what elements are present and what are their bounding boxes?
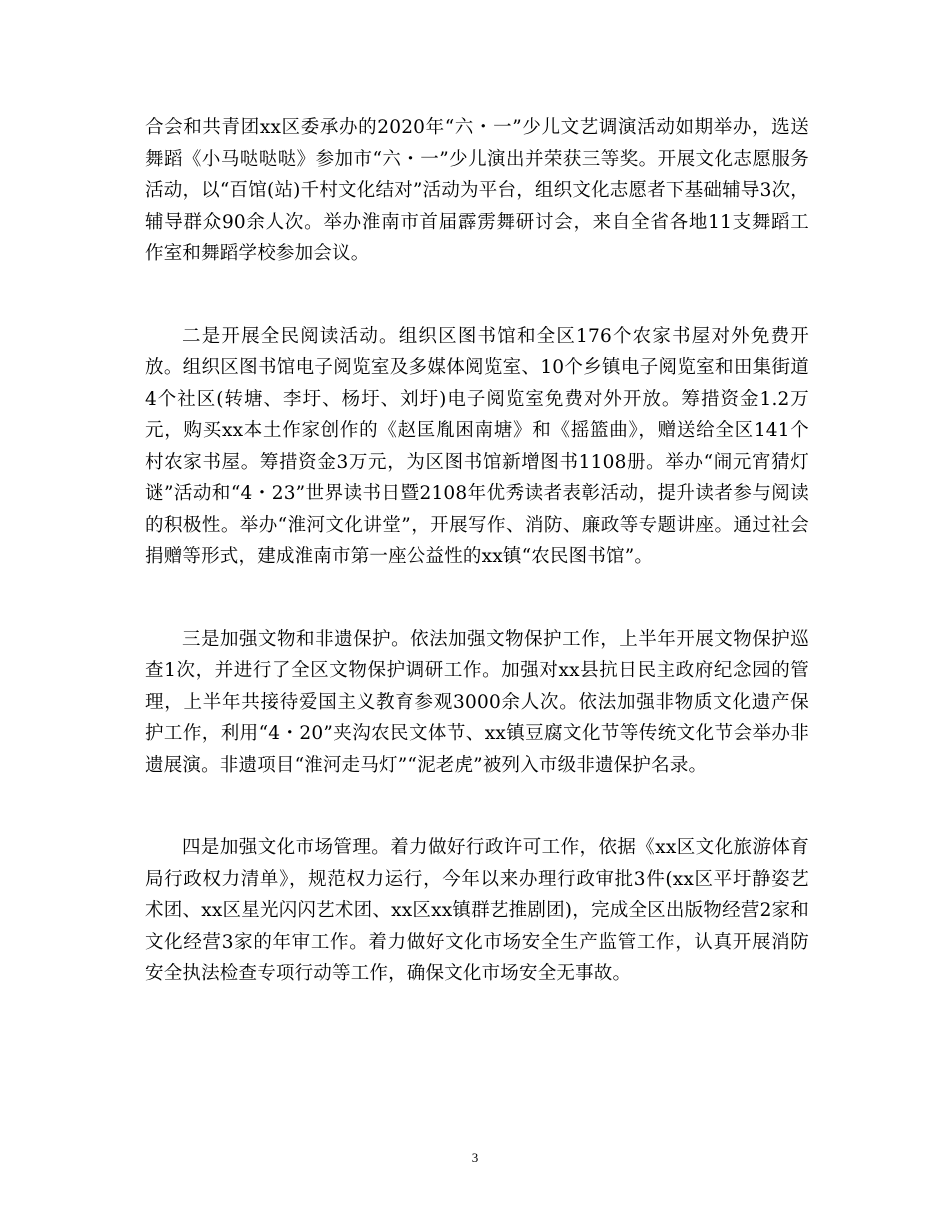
paragraph-market-management: 四是加强文化市场管理。着力做好行政许可工作，依据《xx区文化旅游体育局行政权力清单》，规范权力运行，今年以来办理行政审批3件(xx区平圩静姿艺术团、xx区星光闪闪艺术团、xx区xx镇群艺推剧团)，完成全区出版物经营2家和文化经营3家的年审工作。着力做好文化市场安全生产监管工作，认真开展消防安全执法检查专项行动等工作，确保文化市场安全无事故。 — [145, 837, 809, 984]
paragraph-heritage-protection: 三是加强文物和非遗保护。依法加强文物保护工作，上半年开展文物保护巡查1次，并进行了全区文物保护调研工作。加强对xx县抗日民主政府纪念园的管理，上半年共接待爱国主义教育参观3000余人次。依法加强非物质文化遗产保护工作，利用“4・20”夹沟农民文体节、xx镇豆腐文化节等传统文化节会举办非遗展演。非遗项目“淮河走马灯”“泥老虎”被列入市级非遗保护名录。 — [145, 628, 809, 776]
page-number: 3 — [471, 1150, 479, 1165]
paragraph-spacer — [145, 573, 809, 624]
document-body — [145, 112, 809, 990]
paragraph-continued: 合会和共青团xx区委承办的2020年“六・一”少儿文艺调演活动如期举办，选送舞蹈《小马哒哒哒》参加市“六・一”少儿演出并荣获三等奖。开展文化志愿服务活动，以“百馆(站)千村文化结对”活动为平台，组织文化志愿者下基础辅导3次，辅导群众90余人次。举办淮南市首届霹雳舞研讨会，来自全省各地11支舞蹈工作室和舞蹈学校参加会议。 — [145, 117, 809, 264]
paragraph-reading-activities: 二是开展全民阅读活动。组织区图书馆和全区176个农家书屋对外免费开放。组织区图书馆电子阅览室及多媒体阅览室、10个乡镇电子阅览室和田集街道4个社区(转塘、李圩、杨圩、刘圩)电子阅览室免费对外开放。筹措资金1.2万元，购买xx本土作家创作的《赵匡胤困南塘》和《摇篮曲》，赠送给全区141个村农家书屋。筹措资金3万元，为区图书馆新增图书1108册。举办“闹元宵猜灯谜”活动和“4・23”世界读书日暨2108年优秀读者表彰活动，提升读者参与阅读的积极性。举办“淮河文化讲堂”，开展写作、消防、廉政等专题讲座。通过社会捐赠等形式，建成淮南市第一座公益性的xx镇“农民图书馆”。 — [145, 325, 809, 567]
paragraph-spacer — [145, 781, 809, 832]
paragraph-spacer — [145, 270, 809, 321]
